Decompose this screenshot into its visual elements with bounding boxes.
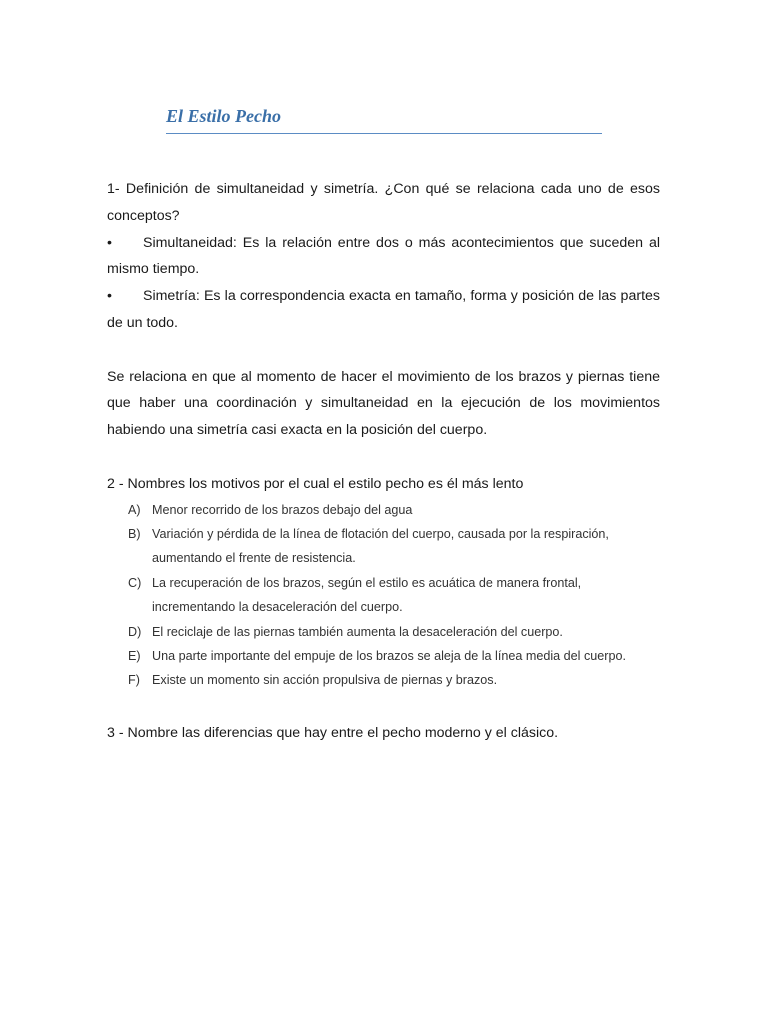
list-item [107,522,660,571]
list-marker: F) [128,673,140,688]
list-item-text: Variación y pérdida de la línea de flotación del cuerpo, causada por la respiración, aumentando el frente de resistencia. [152,526,609,566]
list-marker: A) [128,502,141,517]
spacer [107,693,660,720]
list-item [107,498,660,522]
bullet-item [107,283,660,337]
bullet-marker: • [107,288,112,305]
question-2: 2 - Nombres los motivos por el cual el estilo pecho es él más lento [107,475,524,492]
bullet-item [107,230,660,284]
list-marker: D) [128,624,142,639]
reasons-list [107,498,660,693]
bullet-marker: • [107,234,112,251]
list-item-text: El reciclaje de las piernas también aumenta la desaceleración del cuerpo. [152,624,563,639]
list-item [107,668,660,692]
list-item-text: Menor recorrido de los brazos debajo del agua [152,502,413,517]
answer-paragraph: Se relaciona en que al momento de hacer el movimiento de los brazos y piernas tiene que haber una coordinación y simultaneidad en la ejecución de los movimientos habiendo una simetría casi exacta en la posición del cuerpo. [107,368,660,439]
list-item-text: La recuperación de los brazos, según el estilo es acuática de manera frontal, incrementando la desaceleración del cuerpo. [152,575,582,615]
question-1: 1- Definición de simultaneidad y simetría. ¿Con qué se relaciona cada uno de esos conceptos? [107,181,660,224]
list-item [107,644,660,668]
title-underline [166,133,602,134]
list-item [107,620,660,644]
list-marker: B) [128,526,141,541]
list-marker: E) [128,649,141,663]
bullet-text: Simetría: Es la correspondencia exacta en tamaño, forma y posición de las partes de un todo. [107,288,660,331]
spacer [107,337,660,364]
list-item [107,571,660,620]
document-body [107,176,660,746]
spacer [107,444,660,471]
document-title: El Estilo Pecho [166,106,282,126]
bullet-text: Simultaneidad: Es la relación entre dos o más acontecimientos que suceden al mismo tiempo. [107,234,660,278]
list-item-text: Existe un momento sin acción propulsiva de piernas y brazos. [152,673,498,688]
list-item-text: Una parte importante del empuje de los brazos se aleja de la línea media del cuerpo. [152,649,626,663]
list-marker: C) [128,575,142,590]
question-3: 3 - Nombre las diferencias que hay entre el pecho moderno y el clásico. [107,724,559,741]
